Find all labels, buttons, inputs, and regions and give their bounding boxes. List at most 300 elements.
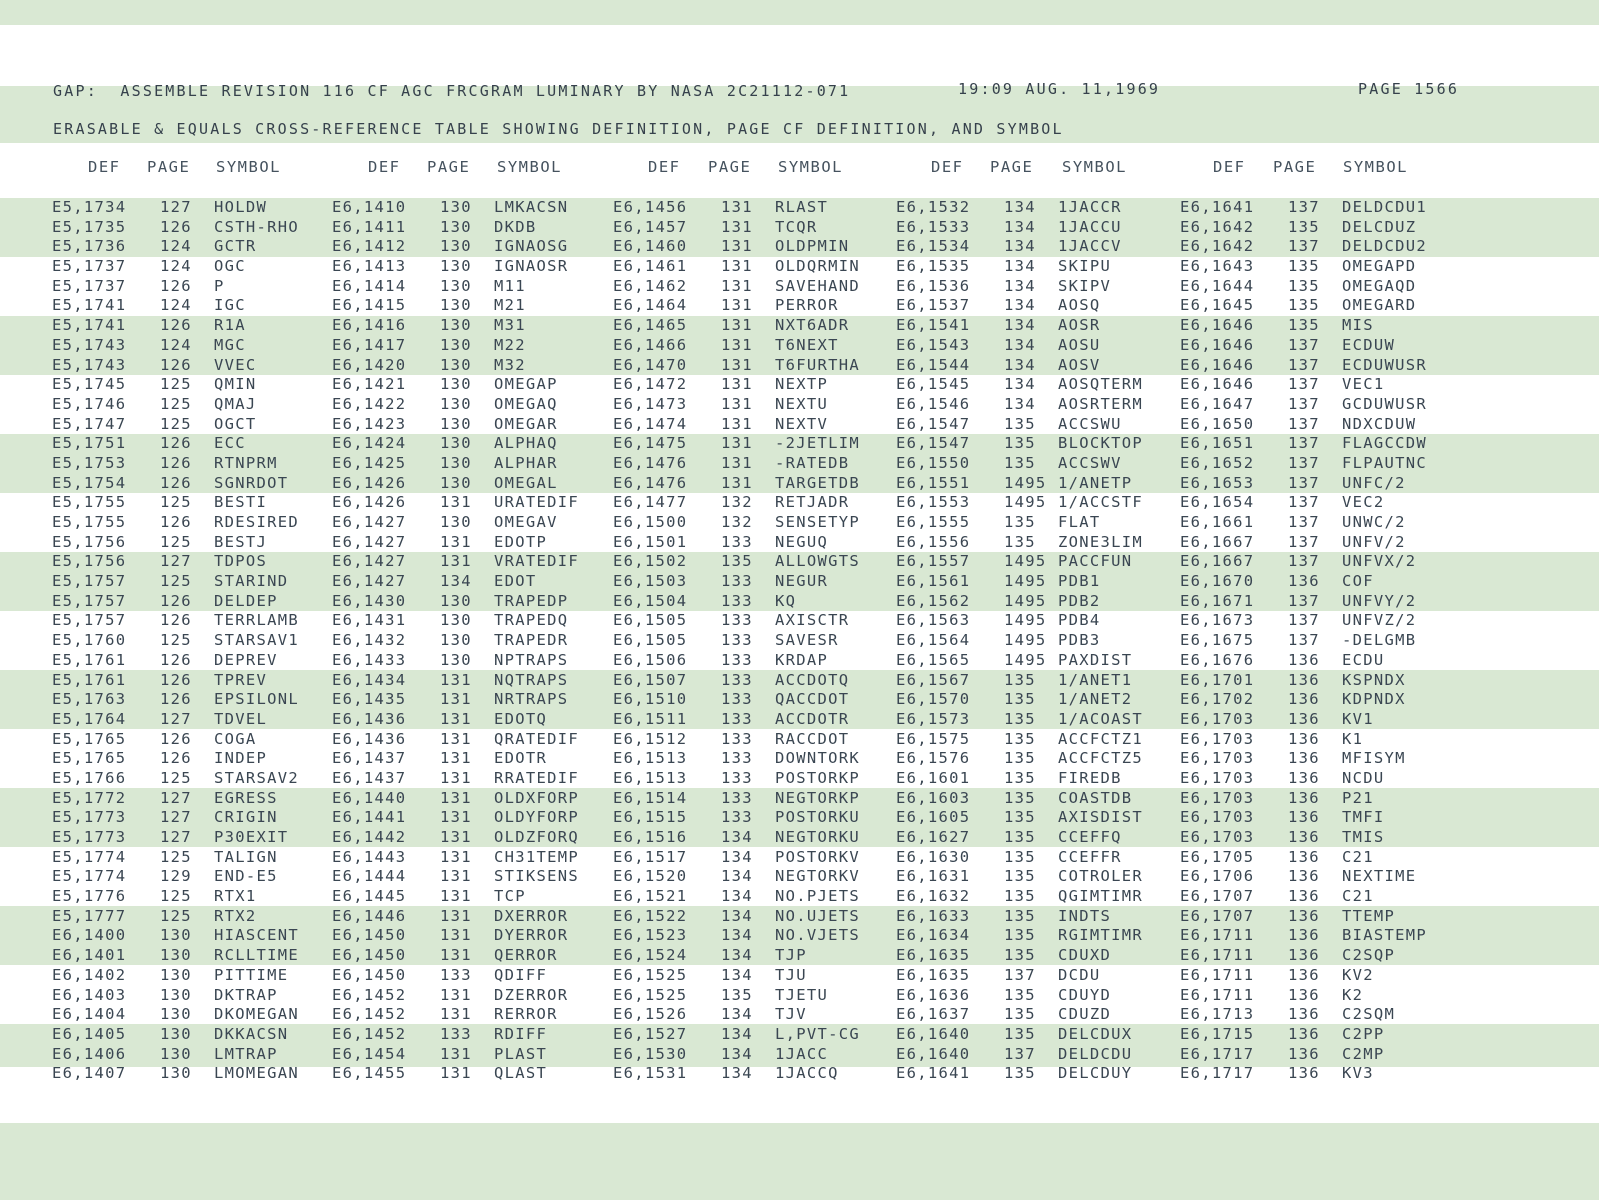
def-cell: E6,1405 (52, 1024, 127, 1043)
table-row (896, 1045, 1176, 1065)
page-cell: 131 (721, 276, 753, 295)
table-row (613, 474, 893, 494)
symbol-cell: RTNPRM (214, 453, 278, 472)
symbol-cell: OLDPMIN (775, 237, 850, 256)
symbol-cell: DOWNTORK (775, 749, 861, 768)
table-row (896, 749, 1176, 769)
symbol-cell: ECDUWUSR (1342, 355, 1428, 374)
table-row (896, 690, 1176, 710)
def-cell: E5,1757 (52, 611, 127, 630)
symbol-cell: ZONE3LIM (1058, 532, 1144, 551)
symbol-cell: TJV (775, 1005, 807, 1024)
page-cell: 135 (1004, 985, 1036, 1004)
symbol-cell: T6FURTHA (775, 355, 861, 374)
page-cell: 135 (1004, 1005, 1036, 1024)
def-cell: E6,1642 (1180, 237, 1255, 256)
def-cell: E6,1450 (332, 946, 407, 965)
symbol-cell: OLDYFORP (494, 808, 580, 827)
table-row (896, 415, 1176, 435)
def-cell: E6,1441 (332, 808, 407, 827)
def-cell: E6,1711 (1180, 985, 1255, 1004)
def-cell: E6,1641 (1180, 198, 1255, 216)
def-cell: E6,1547 (896, 414, 971, 433)
table-row (613, 237, 893, 257)
page-cell: 136 (1288, 729, 1320, 748)
col-header-def: DEF (1213, 158, 1246, 176)
symbol-cell: FLAGCCDW (1342, 434, 1428, 453)
def-cell: E6,1476 (613, 473, 688, 492)
table-row (52, 1025, 332, 1045)
symbol-cell: -2JETLIM (775, 434, 861, 453)
page-cell: 130 (440, 513, 472, 531)
def-cell: E6,1531 (613, 1064, 688, 1083)
table-row (332, 966, 612, 986)
symbol-cell: OLDXFORP (494, 788, 580, 807)
symbol-cell: OMEGAP (494, 375, 558, 394)
symbol-cell: POSTORKV (775, 847, 861, 866)
page-cell: 134 (1004, 375, 1036, 394)
symbol-cell: IGNAOSG (494, 237, 569, 256)
page-cell: 136 (1288, 965, 1320, 984)
page-cell: 1495 (1004, 611, 1047, 630)
table-row (1180, 710, 1460, 730)
def-cell: E5,1760 (52, 631, 127, 650)
table-row (1180, 848, 1460, 868)
symbol-cell: NEGUQ (775, 532, 829, 551)
page-cell: 136 (1288, 946, 1320, 965)
def-cell: E6,1707 (1180, 887, 1255, 906)
page-cell: 130 (440, 650, 472, 669)
def-cell: E6,1507 (613, 670, 688, 689)
def-cell: E6,1513 (613, 768, 688, 787)
page-cell: 126 (160, 749, 192, 768)
symbol-cell: OGC (214, 257, 246, 276)
symbol-cell: NEGTORKV (775, 867, 861, 886)
table-row (332, 946, 612, 966)
symbol-cell: DELDEP (214, 591, 278, 610)
page-cell: 135 (1004, 749, 1036, 768)
page-cell: 131 (440, 552, 472, 571)
symbol-cell: POSTORKU (775, 808, 861, 827)
def-cell: E6,1546 (896, 394, 971, 413)
symbol-cell: ACCSWU (1058, 414, 1122, 433)
def-cell: E6,1703 (1180, 729, 1255, 748)
symbol-cell: DELDCDU (1058, 1044, 1133, 1063)
col-header-page: PAGE (1273, 158, 1317, 176)
page-cell: 130 (440, 591, 472, 610)
symbol-cell: KQ (775, 591, 797, 610)
table-row (613, 789, 893, 809)
symbol-cell: CSTH-RHO (214, 217, 300, 236)
def-cell: E5,1777 (52, 906, 127, 925)
def-cell: E5,1734 (52, 198, 127, 216)
table-row (1180, 946, 1460, 966)
table-row (613, 1025, 893, 1045)
def-cell: E6,1654 (1180, 493, 1255, 512)
symbol-cell: STARIND (214, 572, 289, 591)
def-cell: E6,1703 (1180, 768, 1255, 787)
page-cell: 135 (1004, 434, 1036, 453)
table-row (1180, 690, 1460, 710)
table-row (896, 454, 1176, 474)
symbol-cell: ECC (214, 434, 246, 453)
def-cell: E6,1514 (613, 788, 688, 807)
table-title: ERASABLE & EQUALS CROSS-REFERENCE TABLE SHOWING DEFINITION, PAGE CF DEFINITION, AND SYMBOL (53, 120, 1064, 138)
symbol-cell: NRTRAPS (494, 690, 569, 709)
symbol-cell: OMEGARD (1342, 296, 1417, 315)
def-cell: E6,1452 (332, 1024, 407, 1043)
page-cell: 134 (1004, 394, 1036, 413)
def-cell: E6,1702 (1180, 690, 1255, 709)
page-cell: 1495 (1004, 591, 1047, 610)
def-cell: E6,1511 (613, 709, 688, 728)
page-cell: 134 (1004, 316, 1036, 335)
page-cell: 133 (721, 650, 753, 669)
def-cell: E6,1575 (896, 729, 971, 748)
symbol-cell: MFISYM (1342, 749, 1406, 768)
def-cell: E6,1415 (332, 296, 407, 315)
paper-band (0, 1123, 1599, 1200)
page-cell: 125 (160, 375, 192, 394)
def-cell: E6,1516 (613, 828, 688, 846)
def-cell: E6,1422 (332, 394, 407, 413)
def-cell: E6,1651 (1180, 434, 1255, 453)
def-cell: E6,1705 (1180, 847, 1255, 866)
page-cell: 131 (721, 316, 753, 335)
symbol-cell: NEXTP (775, 375, 829, 394)
page-cell: 131 (721, 355, 753, 374)
def-cell: E5,1764 (52, 709, 127, 728)
def-cell: E6,1461 (613, 257, 688, 276)
symbol-cell: SAVESR (775, 631, 839, 650)
page-number: PAGE 1566 (1358, 80, 1460, 98)
table-row (896, 218, 1176, 238)
col-header-def: DEF (88, 158, 121, 176)
table-row (52, 434, 332, 454)
symbol-cell: AXISCTR (775, 611, 850, 630)
page-cell: 125 (160, 493, 192, 512)
symbol-cell: RERROR (494, 1005, 558, 1024)
def-cell: E6,1517 (613, 847, 688, 866)
symbol-cell: C2SQP (1342, 946, 1396, 965)
page-cell: 134 (721, 1024, 753, 1043)
def-cell: E6,1603 (896, 788, 971, 807)
def-cell: E6,1601 (896, 768, 971, 787)
symbol-cell: ACCDOTQ (775, 670, 850, 689)
def-cell: E5,1761 (52, 650, 127, 669)
page-cell: 135 (1288, 316, 1320, 335)
def-cell: E6,1452 (332, 985, 407, 1004)
def-cell: E6,1676 (1180, 650, 1255, 669)
page-cell: 134 (721, 828, 753, 846)
symbol-cell: BIASTEMP (1342, 926, 1428, 945)
page-cell: 137 (1288, 237, 1320, 256)
page-cell: 131 (721, 394, 753, 413)
symbol-cell: C21 (1342, 847, 1374, 866)
symbol-cell: EPSILONL (214, 690, 300, 709)
symbol-cell: DXERROR (494, 906, 569, 925)
def-cell: E6,1524 (613, 946, 688, 965)
page-cell: 135 (1004, 1064, 1036, 1083)
symbol-cell: RACCDOT (775, 729, 850, 748)
symbol-cell: RGIMTIMR (1058, 926, 1144, 945)
def-cell: E6,1670 (1180, 572, 1255, 591)
table-row (896, 631, 1176, 651)
def-cell: E6,1646 (1180, 375, 1255, 394)
col-header-page: PAGE (427, 158, 471, 176)
symbol-cell: INDTS (1058, 906, 1112, 925)
table-row (613, 493, 893, 513)
page-cell: 126 (160, 729, 192, 748)
def-cell: E6,1431 (332, 611, 407, 630)
def-cell: E6,1541 (896, 316, 971, 335)
page-cell: 133 (721, 532, 753, 551)
table-row (1180, 493, 1460, 513)
page-cell: 136 (1288, 1044, 1320, 1063)
def-cell: E6,1565 (896, 650, 971, 669)
table-row (1180, 218, 1460, 238)
page-cell: 131 (721, 296, 753, 315)
symbol-cell: TERRLAMB (214, 611, 300, 630)
table-row (1180, 434, 1460, 454)
def-cell: E6,1653 (1180, 473, 1255, 492)
table-row (1180, 533, 1460, 553)
symbol-cell: QERROR (494, 946, 558, 965)
def-cell: E5,1751 (52, 434, 127, 453)
page-cell: 134 (721, 867, 753, 886)
page-cell: 130 (160, 1064, 192, 1083)
symbol-cell: DCDU (1058, 965, 1101, 984)
symbol-cell: NEXTU (775, 394, 829, 413)
symbol-cell: C2MP (1342, 1044, 1385, 1063)
page-cell: 137 (1288, 552, 1320, 571)
def-cell: E6,1505 (613, 611, 688, 630)
page-cell: 136 (1288, 887, 1320, 906)
table-row (332, 533, 612, 553)
symbol-cell: ACCSWV (1058, 453, 1122, 472)
col-header-symbol: SYMBOL (778, 158, 843, 176)
def-cell: E6,1561 (896, 572, 971, 591)
col-header-symbol: SYMBOL (1343, 158, 1408, 176)
table-row (613, 198, 893, 218)
col-header-page: PAGE (708, 158, 752, 176)
symbol-cell: OLDQRMIN (775, 257, 861, 276)
page-cell: 134 (721, 1044, 753, 1063)
def-cell: E6,1550 (896, 453, 971, 472)
symbol-cell: VEC2 (1342, 493, 1385, 512)
table-row (1180, 789, 1460, 809)
table-row (52, 828, 332, 848)
symbol-cell: SAVEHAND (775, 276, 861, 295)
symbol-cell: M11 (494, 276, 526, 295)
table-row (332, 926, 612, 946)
symbol-cell: KV3 (1342, 1064, 1374, 1083)
table-row (896, 237, 1176, 257)
def-cell: E6,1652 (1180, 453, 1255, 472)
page-cell: 131 (721, 237, 753, 256)
col-header-symbol: SYMBOL (1062, 158, 1127, 176)
page-cell: 131 (440, 906, 472, 925)
table-row (896, 316, 1176, 336)
table-row (896, 710, 1176, 730)
table-row (613, 375, 893, 395)
symbol-cell: T6NEXT (775, 335, 839, 354)
table-row (613, 631, 893, 651)
def-cell: E6,1525 (613, 965, 688, 984)
col-header-symbol: SYMBOL (497, 158, 562, 176)
symbol-cell: NCDU (1342, 768, 1385, 787)
def-cell: E5,1774 (52, 867, 127, 886)
table-row (896, 296, 1176, 316)
table-row (896, 434, 1176, 454)
def-cell: E6,1437 (332, 768, 407, 787)
symbol-cell: 1JACCR (1058, 198, 1122, 216)
page-cell: 134 (1004, 276, 1036, 295)
table-row (332, 1025, 612, 1045)
def-cell: E6,1706 (1180, 867, 1255, 886)
symbol-cell: AOSR (1058, 316, 1101, 335)
table-row (332, 690, 612, 710)
page-cell: 130 (440, 453, 472, 472)
symbol-cell: PLAST (494, 1044, 548, 1063)
table-row (52, 513, 332, 533)
table-row (52, 296, 332, 316)
def-cell: E6,1427 (332, 532, 407, 551)
table-row (332, 434, 612, 454)
symbol-cell: TRAPEDQ (494, 611, 569, 630)
def-cell: E5,1746 (52, 394, 127, 413)
symbol-cell: POSTORKP (775, 768, 861, 787)
def-cell: E5,1753 (52, 453, 127, 472)
page-cell: 137 (1288, 453, 1320, 472)
def-cell: E6,1627 (896, 828, 971, 846)
page-cell: 1495 (1004, 572, 1047, 591)
page-cell: 130 (440, 355, 472, 374)
def-cell: E6,1635 (896, 965, 971, 984)
page-cell: 130 (160, 1044, 192, 1063)
page-cell: 131 (440, 1064, 472, 1083)
def-cell: E6,1513 (613, 749, 688, 768)
symbol-cell: P21 (1342, 788, 1374, 807)
page-cell: 127 (160, 828, 192, 846)
symbol-cell: RCLLTIME (214, 946, 300, 965)
def-cell: E6,1675 (1180, 631, 1255, 650)
table-row (52, 986, 332, 1006)
table-row (332, 749, 612, 769)
def-cell: E6,1501 (613, 532, 688, 551)
page-cell: 133 (721, 690, 753, 709)
page-cell: 135 (1004, 887, 1036, 906)
def-cell: E5,1757 (52, 572, 127, 591)
symbol-cell: VEC1 (1342, 375, 1385, 394)
symbol-cell: QRATEDIF (494, 729, 580, 748)
table-row (52, 415, 332, 435)
page-cell: 124 (160, 257, 192, 276)
page-cell: 134 (721, 1005, 753, 1024)
page-cell: 131 (440, 847, 472, 866)
assembly-title: GAP: ASSEMBLE REVISION 116 CF AGC FRCGRAM LUMINARY BY NASA 2C21112-071 (53, 82, 851, 100)
symbol-cell: CDUXD (1058, 946, 1112, 965)
page-cell: 126 (160, 217, 192, 236)
def-cell: E6,1551 (896, 473, 971, 492)
table-row (896, 375, 1176, 395)
table-row (896, 611, 1176, 631)
def-cell: E6,1407 (52, 1064, 127, 1083)
symbol-cell: NEXTIME (1342, 867, 1417, 886)
def-cell: E6,1641 (896, 1064, 971, 1083)
symbol-cell: P30EXIT (214, 828, 289, 846)
def-cell: E6,1472 (613, 375, 688, 394)
symbol-cell: ALLOWGTS (775, 552, 861, 571)
page-cell: 134 (1004, 335, 1036, 354)
table-row (52, 336, 332, 356)
symbol-cell: IGC (214, 296, 246, 315)
symbol-cell: PACCFUN (1058, 552, 1133, 571)
col-header-def: DEF (648, 158, 681, 176)
table-row (896, 828, 1176, 848)
table-row (332, 237, 612, 257)
def-cell: E6,1425 (332, 453, 407, 472)
table-row (332, 907, 612, 927)
def-cell: E6,1547 (896, 434, 971, 453)
page-cell: 130 (440, 217, 472, 236)
page-cell: 131 (721, 473, 753, 492)
symbol-cell: M22 (494, 335, 526, 354)
table-row (52, 572, 332, 592)
page-cell: 135 (1288, 257, 1320, 276)
page-cell: 133 (721, 591, 753, 610)
def-cell: E5,1755 (52, 493, 127, 512)
def-cell: E6,1437 (332, 749, 407, 768)
symbol-cell: NQTRAPS (494, 670, 569, 689)
table-row (332, 257, 612, 277)
def-cell: E6,1452 (332, 1005, 407, 1024)
table-row (896, 474, 1176, 494)
page-cell: 127 (160, 788, 192, 807)
def-cell: E6,1553 (896, 493, 971, 512)
page-cell: 131 (440, 1005, 472, 1024)
def-cell: E6,1711 (1180, 926, 1255, 945)
symbol-cell: NEGTORKP (775, 788, 861, 807)
table-row (332, 395, 612, 415)
page-cell: 135 (721, 552, 753, 571)
assembly-timestamp: 19:09 AUG. 11,1969 (958, 80, 1161, 98)
def-cell: E6,1713 (1180, 1005, 1255, 1024)
def-cell: E6,1460 (613, 237, 688, 256)
symbol-cell: EDOTQ (494, 709, 548, 728)
def-cell: E5,1741 (52, 316, 127, 335)
table-row (613, 336, 893, 356)
table-row (1180, 966, 1460, 986)
symbol-cell: 1/ACOAST (1058, 709, 1144, 728)
page-cell: 136 (1288, 847, 1320, 866)
def-cell: E6,1426 (332, 473, 407, 492)
table-row (896, 946, 1176, 966)
column-group-4 (896, 198, 1176, 1084)
def-cell: E6,1573 (896, 709, 971, 728)
table-row (52, 218, 332, 238)
table-row (52, 237, 332, 257)
symbol-cell: STARSAV1 (214, 631, 300, 650)
def-cell: E6,1442 (332, 828, 407, 846)
table-row (1180, 572, 1460, 592)
page-cell: 135 (1004, 670, 1036, 689)
def-cell: E6,1522 (613, 906, 688, 925)
symbol-cell: RDIFF (494, 1024, 548, 1043)
table-row (52, 808, 332, 828)
table-row (52, 926, 332, 946)
def-cell: E6,1403 (52, 985, 127, 1004)
